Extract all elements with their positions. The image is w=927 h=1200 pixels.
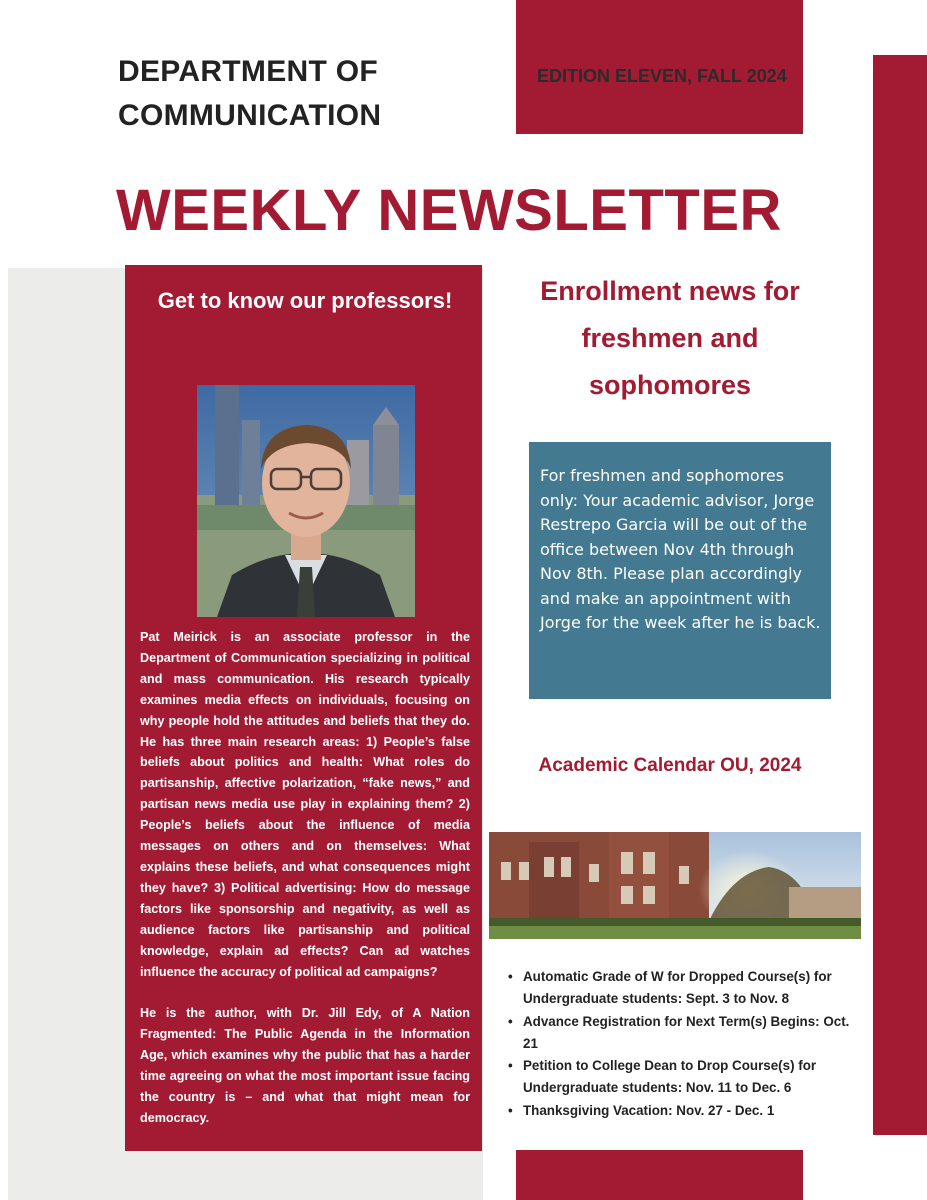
bottom-crimson-block — [516, 1150, 803, 1200]
edition-label: EDITION ELEVEN, FALL 2024 — [537, 66, 787, 86]
bullet-icon: • — [508, 1058, 513, 1074]
professor-photo — [197, 385, 415, 617]
bullet-icon: • — [508, 1102, 513, 1118]
campus-photo — [489, 832, 861, 939]
calendar-item-text: Petition to College Dean to Drop Course(s) for Undergraduate students: Nov. 11 to Dec. 6 — [523, 1058, 817, 1096]
enrollment-notice-text: For freshmen and sophomores only: Your academic advisor, Jorge Restrepo Garcia will be out of the office between Nov 4th through Nov 8th. Please plan accordingly and make an appointment with Jorge for the week after he is back. — [540, 466, 821, 632]
calendar-item-text: Automatic Grade of W for Dropped Course(s) for Undergraduate students: Sept. 3 to Nov. 8 — [523, 969, 832, 1007]
professor-bio — [140, 627, 470, 1150]
professor-bio-paragraph: He is the author, with Dr. Jill Edy, of A Nation Fragmented: The Public Agenda in the Information Age, which examines why the public that has a harder time agreeing on what the most important issue facing the country is – and what that might mean for democracy. — [140, 1006, 470, 1125]
bullet-icon: • — [508, 1013, 513, 1029]
professor-bio-paragraph: Pat Meirick is an associate professor in the Department of Communication specializing in political and mass communication. His research typically examines media effects on individuals, focusing on why people hold the attitudes and beliefs that they do. He has three main research areas: 1) People’s false beliefs about politics and health: What roles do partisanship, affective polarization, “fake news,” and partisan news media use play in explaining them? 2) People’s beliefs about the influence of media messages on others and on themselves: What explains these beliefs, and what consequences might they have? 3) Political advertising: How do message factors like sponsorship and negativity, as well as audience factors like partisanship and political knowledge, explain ad effects? Can ad watches influence the accuracy of political ad campaigns? — [140, 630, 470, 979]
enrollment-heading: Enrollment news for freshmen and sophomores — [540, 276, 800, 400]
calendar-item-text: Advance Registration for Next Term(s) Begins: Oct. 21 — [523, 1013, 850, 1051]
calendar-list — [508, 966, 860, 1122]
list-item — [508, 966, 860, 1011]
calendar-item-text: Thanksgiving Vacation: Nov. 27 - Dec. 1 — [523, 1102, 775, 1118]
professor-heading: Get to know our professors! — [157, 288, 453, 313]
bullet-icon: • — [508, 969, 513, 984]
list-item — [508, 1011, 860, 1056]
right-crimson-bar — [873, 55, 927, 1135]
list-item — [508, 1055, 860, 1100]
calendar-heading: Academic Calendar OU, 2024 — [538, 755, 802, 776]
list-item — [508, 1100, 860, 1122]
department-title: DEPARTMENT OF COMMUNICATION — [118, 55, 382, 132]
newsletter-title: WEEKLY NEWSLETTER — [116, 178, 782, 243]
